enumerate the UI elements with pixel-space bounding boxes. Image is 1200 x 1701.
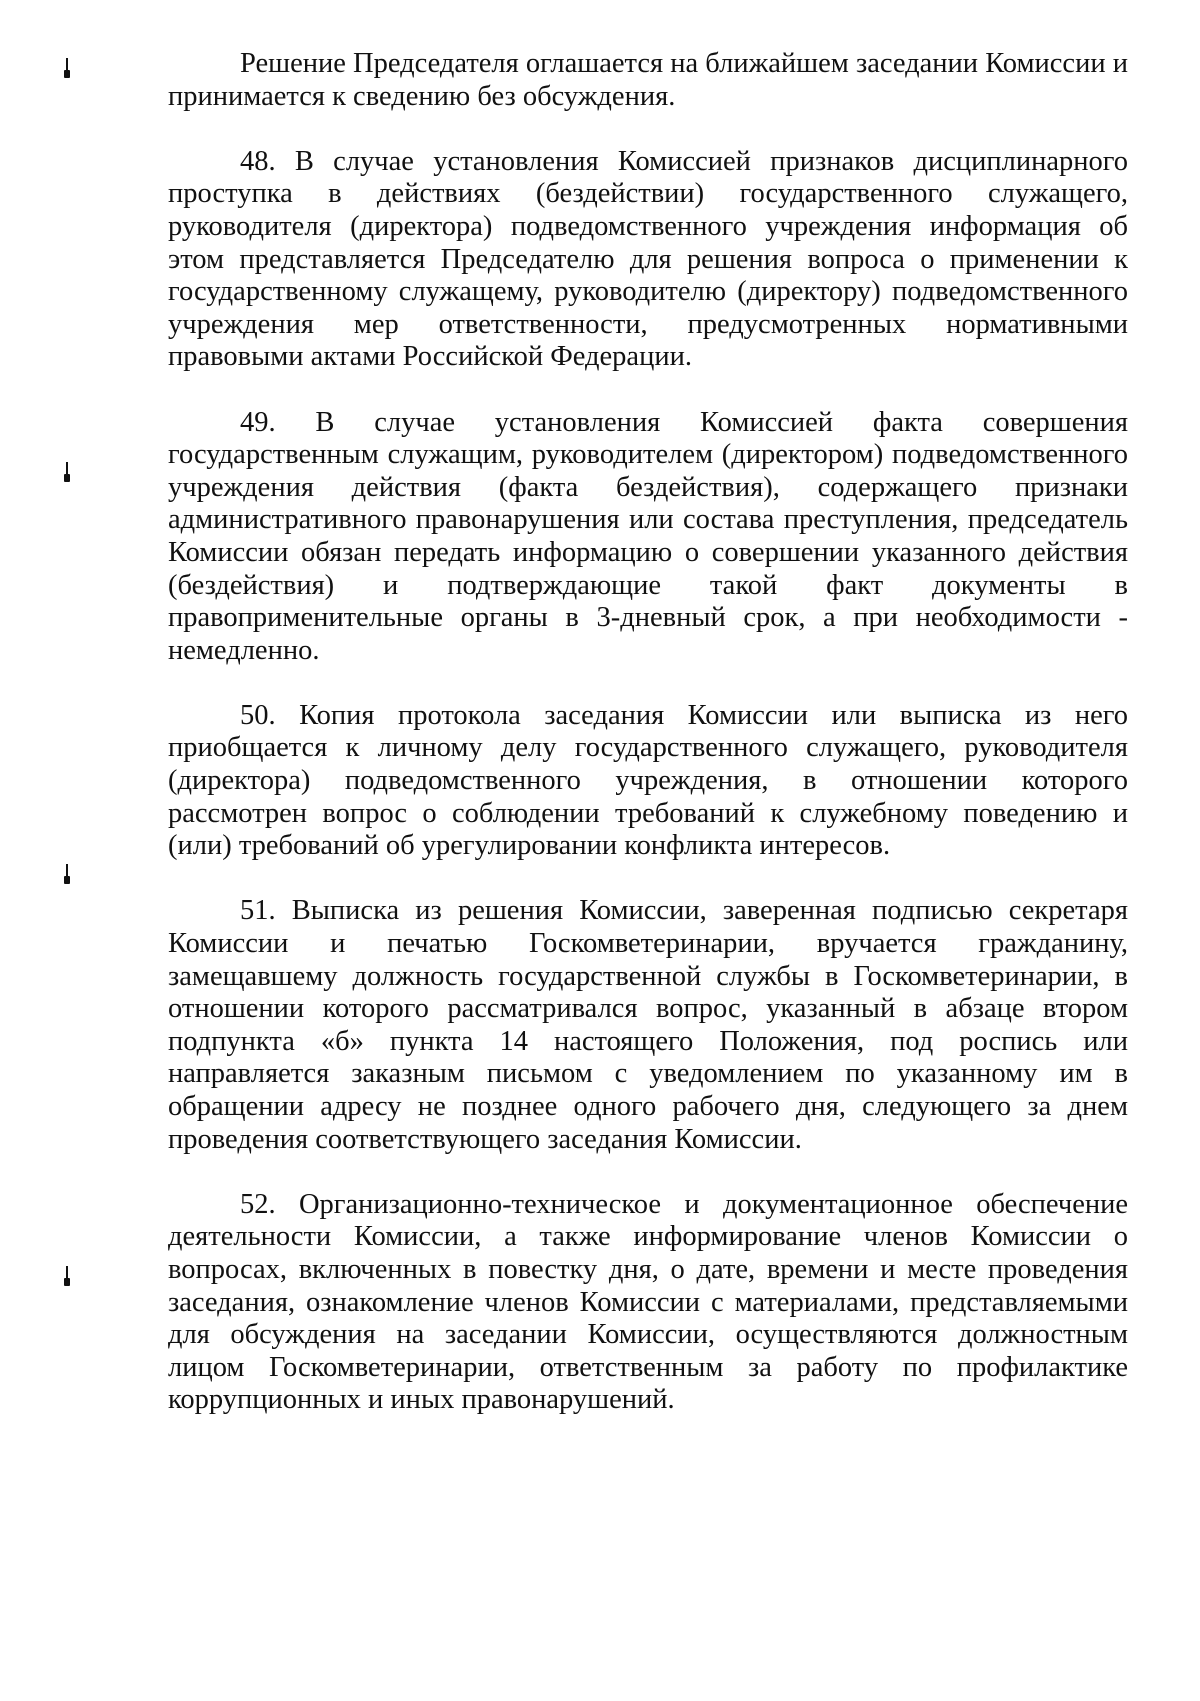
binder-mark-icon	[62, 864, 72, 886]
paragraph-48: 48. В случае установления Комиссией признаков дисциплинарного проступка в действиях (бездействии) государственного служащего, руководителя (директора) подведомственного учреждения информация об этом представляется Председателю для решения вопроса о применении к государственному служащему, руководителю (директору) подведомственного учреждения мер ответственности, предусмотренных нормативными правовыми актами Российской Федерации.	[168, 145, 1128, 373]
paragraph-decision-announcement: Решение Председателя оглашается на ближайшем заседании Комиссии и принимается к сведению без обсуждения.	[168, 48, 1128, 112]
binder-mark-icon	[62, 58, 72, 80]
paragraph-52: 52. Организационно-техническое и документационное обеспечение деятельности Комиссии, а также информирование членов Комиссии о вопросах, включенных в повестку дня, о дате, времени и месте проведения заседания, ознакомление членов Комиссии с материалами, представляемыми для обсуждения на заседании Комиссии, осуществляются должностным лицом Госкомветеринарии, ответственным за работу по профилактике коррупционных и иных правонарушений.	[168, 1188, 1128, 1416]
binder-mark-icon	[62, 462, 72, 484]
paragraph-50: 50. Копия протокола заседания Комиссии или выписка из него приобщается к личному делу государственного служащего, руководителя (директора) подведомственного учреждения, в отношении которого рассмотрен вопрос о соблюдении требований к служебному поведению и (или) требований об урегулировании конфликта интересов.	[168, 699, 1128, 862]
paragraph-51: 51. Выписка из решения Комиссии, заверенная подписью секретаря Комиссии и печатью Госкомветеринарии, вручается гражданину, замещавшему должность государственной службы в Госкомветеринарии, в отношении которого рассматривался вопрос, указанный в абзаце втором подпункта «б» пункта 14 настоящего Положения, под роспись или направляется заказным письмом с уведомлением по указанному им в обращении адресу не позднее одного рабочего дня, следующего за днем проведения соответствующего заседания Комиссии.	[168, 895, 1128, 1155]
document-body	[168, 48, 1128, 1417]
paragraph-49: 49. В случае установления Комиссией факта совершения государственным служащим, руководителем (директором) подведомственного учреждения действия (факта бездействия), содержащего признаки административного правонарушения или состава преступления, председатель Комиссии обязан передать информацию о совершении указанного действия (бездействия) и подтверждающие такой факт документы в правоприменительные органы в 3-дневный срок, а при необходимости - немедленно.	[168, 406, 1128, 666]
binder-mark-icon	[62, 1266, 72, 1288]
